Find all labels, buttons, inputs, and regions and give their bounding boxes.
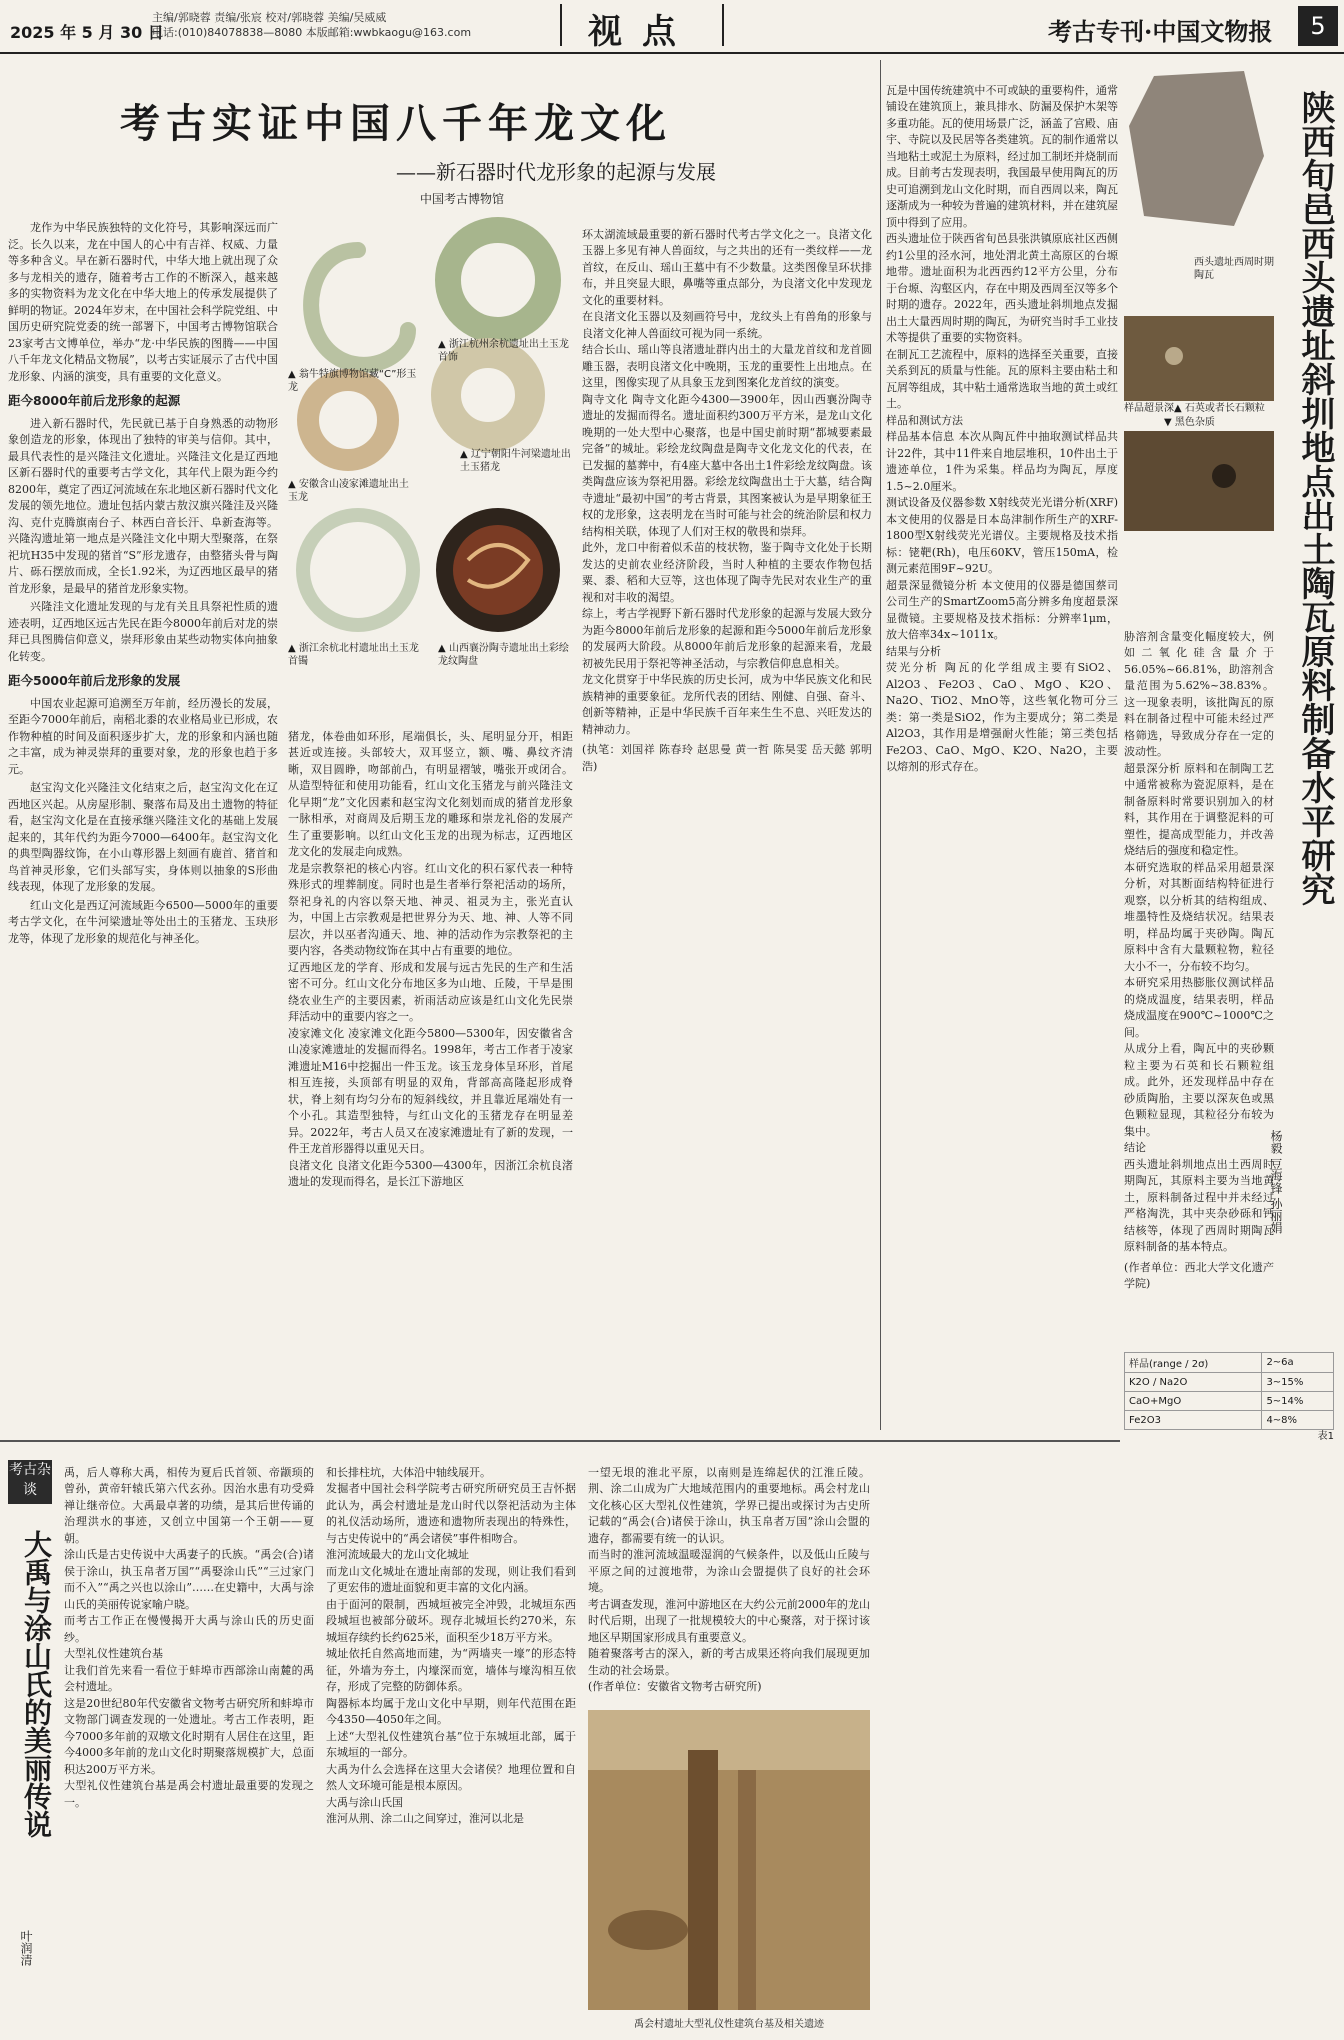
table-row: CaO+MgO 5~14% xyxy=(1125,1392,1334,1411)
right-column-2 xyxy=(1124,612,1274,1372)
body-paragraph: 进入新石器时代，先民就已基于自身熟悉的动物形象创造龙的形象，体现出了独特的审美与信仰。其中，最具代表性的是兴隆洼文化遗址。兴隆洼文化是辽西地区新石器时代的重要考古学文化，其年代上限为距今约8200年，奠定了西辽河流域在东北地区新石器时代文化发展的领先地位。遗址包括内蒙古敖汉旗兴隆洼及兴隆沟、克什克腾旗南台子、林西白音长汗、阜新查海等。兴隆沟遗址第一地点是兴隆洼文化中期大型聚落，在祭祀坑H35中发现的猪首“S”形龙遗存，由整猪头骨与陶片、砾石摆放而成，全长1.92米，为辽西地区最早的猪首龙形象，是最早的猪首龙形象实物。 xyxy=(8,416,278,595)
microscope-image-2 xyxy=(1124,431,1274,531)
contact-line: 电话:(010)84078838—8080 本版邮箱:wwbkaogu@163.com xyxy=(152,26,472,39)
main-byline: 中国考古博物馆 xyxy=(420,192,505,206)
photo-caption: ▲ 浙江杭州余杭遗址出土玉龙首饰 xyxy=(438,339,569,363)
photo-caption: ▲ 山西襄汾陶寺遗址出土彩绘龙纹陶盘 xyxy=(438,643,569,667)
section-heading: 距今8000年前后龙形象的起源 xyxy=(8,393,181,408)
author-credit: (作者单位：西北大学文化遗产学院) xyxy=(1124,1260,1274,1290)
body-text: 环太湖流域最重要的新石器时代考古学文化之一。良渚文化玉器上多见有神人兽面纹，与之共出的还有一类纹样——龙首纹，在反山、瑶山王墓中有不少数量。这类图像呈环状排布，并且突显大眼，鼻嘴等重点部分，为良渚文化中发现龙文化的重要材料。 在良渚文化玉器以及刻画符号中，龙纹头上有兽角的形象与良渚文化神人兽面纹可视为同一系统。 结合长山、瑶山等良渚遗址群内出土的大量龙首纹和龙首圆雕玉器，表明良渚文化中晚期，玉龙的重要性上出地点。在这里，图像实现了从具象玉龙到图案化龙首纹的演变。 陶寺文化 陶寺文化距今4300—3900年，因山西襄汾陶寺遗址的发掘而得名。遗址面积约300万平方米，是龙山文化晚期的一处大型中心聚落，也是中国史前时期“都城要素最完备”的城址。彩绘龙纹陶盘是陶寺文化龙文化的代表，在已发掘的墓葬中，有4座大墓中各出土1件彩绘龙纹陶盘。该类陶盘应该为祭祀用器。彩绘龙纹陶盘出土于大墓，结合陶寺遗址“最初中国”的考古背景，其图案被认为是早期象征王权的龙形象，这表明龙在当时可能与社会的统治阶层和权力结构相关联，体现了人们对王权的敬畏和崇拜。 此外，龙口中衔着似禾苗的枝状物，鉴于陶寺文化处于长期发达的史前农业经济阶段，当时人种植的主要农作物包括粟、黍、稻和大豆等，这也体现了陶寺先民对农业生产的重视和对丰收的渴望。 综上，考古学视野下新石器时代龙形象的起源与发展大致分为距今8000年前后龙形象的起源和距今5000年前后龙形象的发展两大阶段。从8000年前后龙形象的起源来看，龙最初被先民用于祭祀等神圣活动，与宗教信仰息息相关。 龙文化贯穿于中华民族的历史长河，成为中华民族文化和民族精神的重要象征。龙所代表的团结、刚健、自强、奋斗、创新等精神，正是中华民族千百年来生生不息、兴旺发达的精神动力。 xyxy=(582,227,872,736)
right-article-author: 杨毅 豆海锋 孙丽娟 xyxy=(1269,1130,1283,1234)
table-row: 样品(range / 2σ) 2~6a xyxy=(1125,1353,1334,1373)
right-column-1 xyxy=(886,66,1118,1426)
photo-caption: ▲ 浙江余杭北村遗址出土玉龙首镯 xyxy=(288,643,419,667)
bottom-article-title: 大禹与涂山氏的美丽传说 xyxy=(20,1530,53,1838)
horizontal-divider xyxy=(0,1440,1120,1442)
body-text: 一望无垠的淮北平原，以南则是连绵起伏的江淮丘陵。荆、涂二山成为广大地域范围内的重要地标。禹会村龙山文化核心区大型礼仪性建筑，学界已提出或探讨为古史所记载的“禹会(合)诸侯于涂山，执玉帛者万国”涂山会盟的遗存，都需要有统一的认识。 而当时的淮河流域温暖湿润的气候条件，以及低山丘陵与平原之间的过渡地带，为涂山会盟提供了良好的社会环境。 考古调查发现，淮河中游地区在大约公元前2000年的龙山时代后期，出现了一批规模较大的中心聚落，对于探讨该地区早期国家形成具有重要意义。 随着聚落考古的深入，新的考古成果还将向我们展现更加生动的社会场景。 xyxy=(588,1465,870,1677)
pottery-tile-icon xyxy=(1129,71,1264,226)
author-credit: (作者单位：安徽省文物考古研究所) xyxy=(588,1680,762,1693)
photo-caption: 禹会村遗址大型礼仪性建筑台基及相关遗迹 xyxy=(634,2019,824,2030)
photo-caption: ▲ 辽宁朝阳牛河梁遗址出土玉猪龙 xyxy=(460,449,571,473)
page-number: 5 xyxy=(1298,6,1338,46)
body-text: 禹，后人尊称大禹，相传为夏后氏首领、帝颛顼的曾孙，黄帝轩辕氏第六代玄孙。因治水患有功受舜禅让继帝位。大禹最卓著的功绩，是其后世传诵的治理洪水的事迹，又创立中国第一个王朝——夏朝。 涂山氏是古史传说中大禹妻子的氏族。“禹会(合)诸侯于涂山，执玉帛者万国”“禹娶涂山氏”“三过家门而不入”“禹之兴也以涂山”……在史籍中，大禹与涂山氏的美丽传说家喻户晓。 而考古工作正在慢慢揭开大禹与涂山氏的历史面纱。 大型礼仪性建筑台基 让我们首先来看一看位于蚌埠市西部涂山南麓的禹会村遗址。 这是20世纪80年代安徽省文物考古研究所和蚌埠市文物部门调查发现的一处遗址。考古工作表明，距今7000多年前的双墩文化时期有人居住在这里，距今4000多年前的龙山文化时期聚落规模扩大，总面积达200万平方米。 大型礼仪性建筑台基是禹会村遗址最重要的发现之一。 xyxy=(64,1465,314,1809)
body-paragraph: 中国农业起源可追溯至万年前，经历漫长的发展，至距今7000年前后，南稻北黍的农业格局业已形成，农作物种植的时间及面积逐步扩大，龙的形象和内涵也随之丰富，成为神灵崇拜的重要对象，龙的形象也趋于多元。 xyxy=(8,696,278,776)
photo-caption: 西头遗址西周时期陶瓦 xyxy=(1194,257,1274,281)
table-row: K2O / Na2O 3~15% xyxy=(1125,1373,1334,1392)
microscope-image-1 xyxy=(1124,316,1274,401)
newspaper-name: 考古专刊·中国文物报 xyxy=(1048,17,1273,46)
body-paragraph: 兴隆洼文化遗址发现的与龙有关且具祭祀性质的遗迹表明，辽西地区远古先民在距今8000年前后对龙的崇拜已具图腾信仰意义，崇拜形象由某些动物实体向抽象化转变。 xyxy=(8,600,278,663)
column-tag: 考古杂谈 xyxy=(8,1460,52,1504)
table-row: Fe2O3 4~8% xyxy=(1125,1411,1334,1430)
bottom-article-author: 叶润清 xyxy=(19,1930,33,1966)
section-heading: 距今5000年前后龙形象的发展 xyxy=(8,673,181,688)
main-column-2 xyxy=(288,712,573,1425)
author-credit: (执笔：刘国祥 陈春玲 赵思曼 黄一哲 陈昊雯 岳天懿 郭明浩) xyxy=(582,743,872,773)
photo-caption: ▼ 黑色杂质 xyxy=(1164,417,1215,428)
table-caption: 表1 xyxy=(1317,1431,1334,1442)
main-column-3 xyxy=(582,210,872,1425)
bottom-column-3 xyxy=(588,1448,870,1698)
photo-caption: 样品超景深▲ 石英或者长石颗粒 xyxy=(1124,403,1265,414)
site-photo-illustration xyxy=(588,1710,870,2010)
data-table xyxy=(1124,1352,1334,1443)
column-divider xyxy=(880,60,881,1430)
body-text: 猪龙，体卷曲如环形，尾端俱长，头、尾明显分开，相距甚近或连接。头部较大，双耳竖立，额、嘴、鼻纹齐清晰，双目圆睁，吻部前凸，有明显褶皱，嘴张开或闭合。从造型特征和使用功能看，红山文化玉猪龙与前兴隆洼文化早期“龙”文化因素和赵宝沟文化刻划而成的猪首龙形象一脉相承，对商周及后期玉龙的雕琢和崇龙礼俗的发展产生了重要影响。以红山文化玉龙的出现为标志，辽西地区龙文化的发展走向成熟。 龙是宗教祭祀的核心内容。红山文化的积石冢代表一种特殊形式的埋葬制度。同时也是生者举行祭祀活动的场所，祭祀身礼的内容以祭天地、神灵、祖灵为主，张光直认为，中国上古宗教观是把世界分为天、地、神、人等不同层次，并以巫者沟通天、地、神的活动作为宗教祭祀的主要内容，各类动物纹饰在其中占有重要的地位。 辽西地区龙的学育、形成和发展与远古先民的生产和生活密不可分。红山文化分布地区多为山地、丘陵，干旱是围绕农业生产的主要因素，祈雨活动应该是红山文化先民崇拜活动中的重要内容之一。 凌家滩文化 凌家滩文化距今5800—5300年，因安徽省含山凌家滩遗址的发掘而得名。1998年，考古工作者于凌家滩遗址M16中挖掘出一件玉龙。该玉龙身体呈环形，首尾相互连接，头顶部有明显的双角，背部高高隆起形成脊状，脊上刻有均匀分布的短斜线纹，并且靠近尾端处有一个小孔。其造型独特，与红山文化的玉猪龙存在明显差异。2022年，考古人员又在凌家滩遗址有了新的发现，一件王龙首形器得以重见天日。 良渚文化 良渚文化距今5300—4300年，因浙江余杭良渚遗址的发现而得名，是长江下游地区 xyxy=(288,729,573,1188)
photo-caption: ▲ 翁牛特旗博物馆藏“C”形玉龙 xyxy=(288,369,417,393)
main-subhead: ——新石器时代龙形象的起源与发展 xyxy=(396,160,716,184)
body-text: 和长排柱坑，大体沿中轴线展开。 发掘者中国社会科学院考古研究所研究员王吉怀据此认为，禹会村遗址是龙山时代以祭祀活动为主体的礼仪活动场所，遗迹和遗物所表现出的特殊性，与古史传说中的“禹会诸侯”事件相吻合。 淮河流域最大的龙山文化城址 而龙山文化城址在遗址南部的发现，则让我们看到了更宏伟的遗址面貌和更丰富的文化内涵。 由于面河的限制，西城垣被完全冲毁，北城垣东西段城垣也被部分破坏。现存北城垣长约270米，东城垣存续约长约625米，面积至少18万平方米。 城址依托自然高地而建，为“两墙夹一壕”的形态特征，外墙为夯土，内壕深而宽，墙体与壕沟相互依存，形成了完整的防御体系。 陶器标本均属于龙山文化中早期，则年代范围在距今4350—4050年之间。 上述“大型礼仪性建筑台基”位于东城垣北部，属于东城垣的一部分。 大禹为什么会选择在这里大会诸侯？地理位置和自然人文环境可能是根本原因。 大禹与涂山氏国 淮河从荆、涂二山之间穿过，淮河以北是 xyxy=(326,1465,576,1825)
main-headline: 考古实证中国八千年龙文化 xyxy=(120,100,672,147)
body-text: 胁溶剂含量变化幅度较大，例如二氧化硅含量介于56.05%~66.81%，助溶剂含量范围为5.62%~38.83%。这一现象表明，该批陶瓦的原料在制备过程中可能未经过严格筛选，导致成分存在一定的波动性。 超景深分析 原料和在制陶工艺中通常被称为瓷泥原料，是在制备原料时常要识别加入的材料，其作用在于调整泥料的可塑性，提高成型能力，并改善烧结后的强度和稳定性。 本研究选取的样品采用超景深分析，对其断面结构特征进行观察，以分析其的结构组成、堆墨特性及烧结状况。结果表明，样品均属于夹砂陶。陶瓦原料中含有大量颗粒物，粒径大小不一，分布较不均匀。 本研究采用热膨胀仪测试样品的烧成温度，结果表明，样品烧成温度在900℃~1000℃之间。 从成分上看，陶瓦中的夹砂颗粒主要为石英和长石颗粒组成。此外，还发现样品中存在砂质陶胎，主要以深灰色或黑色颗粒显现，其粒径分布较为集中。 结论 西头遗址斜圳地点出土西周时期陶瓦，其原料主要为当地黄土，原料制备过程中并未经过严格淘洗，其中夹杂砂砾和钙结核等，体现了西周时期陶瓦原料制备的基本特点。 xyxy=(1124,629,1274,1253)
jade-dragon-photo-collage xyxy=(288,210,573,710)
main-column-1 xyxy=(8,220,278,1425)
body-paragraph: 赵宝沟文化兴隆洼文化结束之后，赵宝沟文化在辽西地区兴起。从房屋形制、聚落布局及出土遗物的特征看，赵宝沟文化是在直接承继兴隆洼文化的基础上发展起来的，其年代约为距今7000—6400年。赵宝沟文化的典型陶器纹饰，在小山尊形器上刻画有鹿首、猪首和鸟首神灵形象，它们头部写实，身体则以抽象的S形曲线表现，体现了龙形象的发展。 xyxy=(8,781,278,893)
composition-table xyxy=(1124,1352,1334,1430)
body-paragraph: 红山文化是西辽河流域距今6500—5000年的重要考古学文化，在牛河梁遗址等处出土的玉猪龙、玉玦形龙等，体现了龙形象的规范化与神圣化。 xyxy=(8,898,278,945)
staff-line: 主编/郭晓蓉 责编/张宸 校对/郭晓蓉 美编/吴威威 xyxy=(152,11,387,24)
excavation-site-photo xyxy=(588,1710,870,2010)
pottery-tile-photos xyxy=(1124,66,1274,606)
intro-paragraph: 龙作为中华民族独特的文化符号，其影响深远而广泛。长久以来，龙在中国人的心中有吉祥、权威、力量等多种含义。早在新石器时代，中华大地上就出现了众多与龙相关的遗存，随着考古工作的不断深入，越来越多的实物资料为龙文化在中华大地上的传承发展提供了鲜明的物证。2024年岁末，在中国社会科学院党组、中国历史研究院党委的统一部署下，中国考古博物馆联合23家考古文博单位，举办“龙·中华民族的图腾——中国八千年龙文化精品文物展”，以考古实证展示了古代中国龙形象、内涵的演变，具有重要的文化意义。 xyxy=(8,221,278,383)
right-article-title: 陕西旬邑西头遗址斜圳地点出土陶瓦原料制备水平研究 xyxy=(1295,90,1335,906)
photo-caption: ▲ 安徽含山凌家滩遗址出土玉龙 xyxy=(288,479,409,503)
staff-credits xyxy=(152,10,471,40)
section-title: 视点 xyxy=(560,4,724,46)
bottom-column-2 xyxy=(326,1448,576,2033)
bottom-column-1 xyxy=(64,1448,314,2033)
body-text: 瓦是中国传统建筑中不可或缺的重要构件，通常铺设在建筑顶上，兼具排水、防漏及保护木架等多重功能。瓦的使用场景广泛，涵盖了宫殿、庙宇、寺院以及民居等各类建筑。瓦的制作通常以当地粘土或泥土为原料，经过加工制坯并烧制而成。目前考古发现表明，我国最早使用陶瓦的历史可追溯到龙山文化时期，而自西周以来，陶瓦逐渐成为一种较为普遍的建筑材料，并在建筑屋顶中得到了应用。 西头遗址位于陕西省旬邑县张洪镇原底社区西侧约1公里的泾水河，地处渭北黄土高原区的台塬地带。遗址面积为北西西约12平方公里，分布于台塬、沟壑区内，存在中期及西周至汉等多个时期的遗存。2022年，西头遗址斜圳地点发掘出土大量西周时期的陶瓦，为研究当时手工业技术等提供了重要的实物资料。 在制瓦工艺流程中，原料的选择至关重要，直接关系到瓦的质量与性能。瓦的原料主要由粘土和瓦屑等组成，其中粘土通常选取当地的黄土或红土。 样品和测试方法 样品基本信息 本次从陶瓦件中抽取测试样品共计22件，其中11件来自地层堆积，10件出土于遗迹单位，1件为采集。样品均为陶瓦，厚度1.5~2.0厘米。 测试设备及仪器参数 X射线荧光光谱分析(XRF)本文使用的仪器是日本岛津制作所生产的XRF-1800型X射线荧光光谱仪。主要规格及技术指标：铑靶(Rh)，电压60KV，管压150mA，检测元素范围9F~92U。 超景深显微镜分析 本文使用的仪器是德国蔡司公司生产的SmartZoom5高分辨多角度超景深显微镜。主要规格及技术指标：分辨率1μm，放大倍率34x~1011x。 结果与分析 荧光分析 陶瓦的化学组成主要有SiO2、Al2O3、Fe2O3、CaO、MgO、K2O、Na2O、TiO2、MnO等，这些氧化物可分三类：第一类是SiO2，作为主要成分；第二类是Al2O3，其作用是增强耐火性能；第三类包括Fe2O3、CaO、MgO、K2O、Na2O，主要以熔剂的形式存在。 xyxy=(886,83,1118,773)
issue-date: 2025 年 5 月 30 日 xyxy=(10,23,164,42)
tile-photo-stack xyxy=(1124,66,1274,606)
